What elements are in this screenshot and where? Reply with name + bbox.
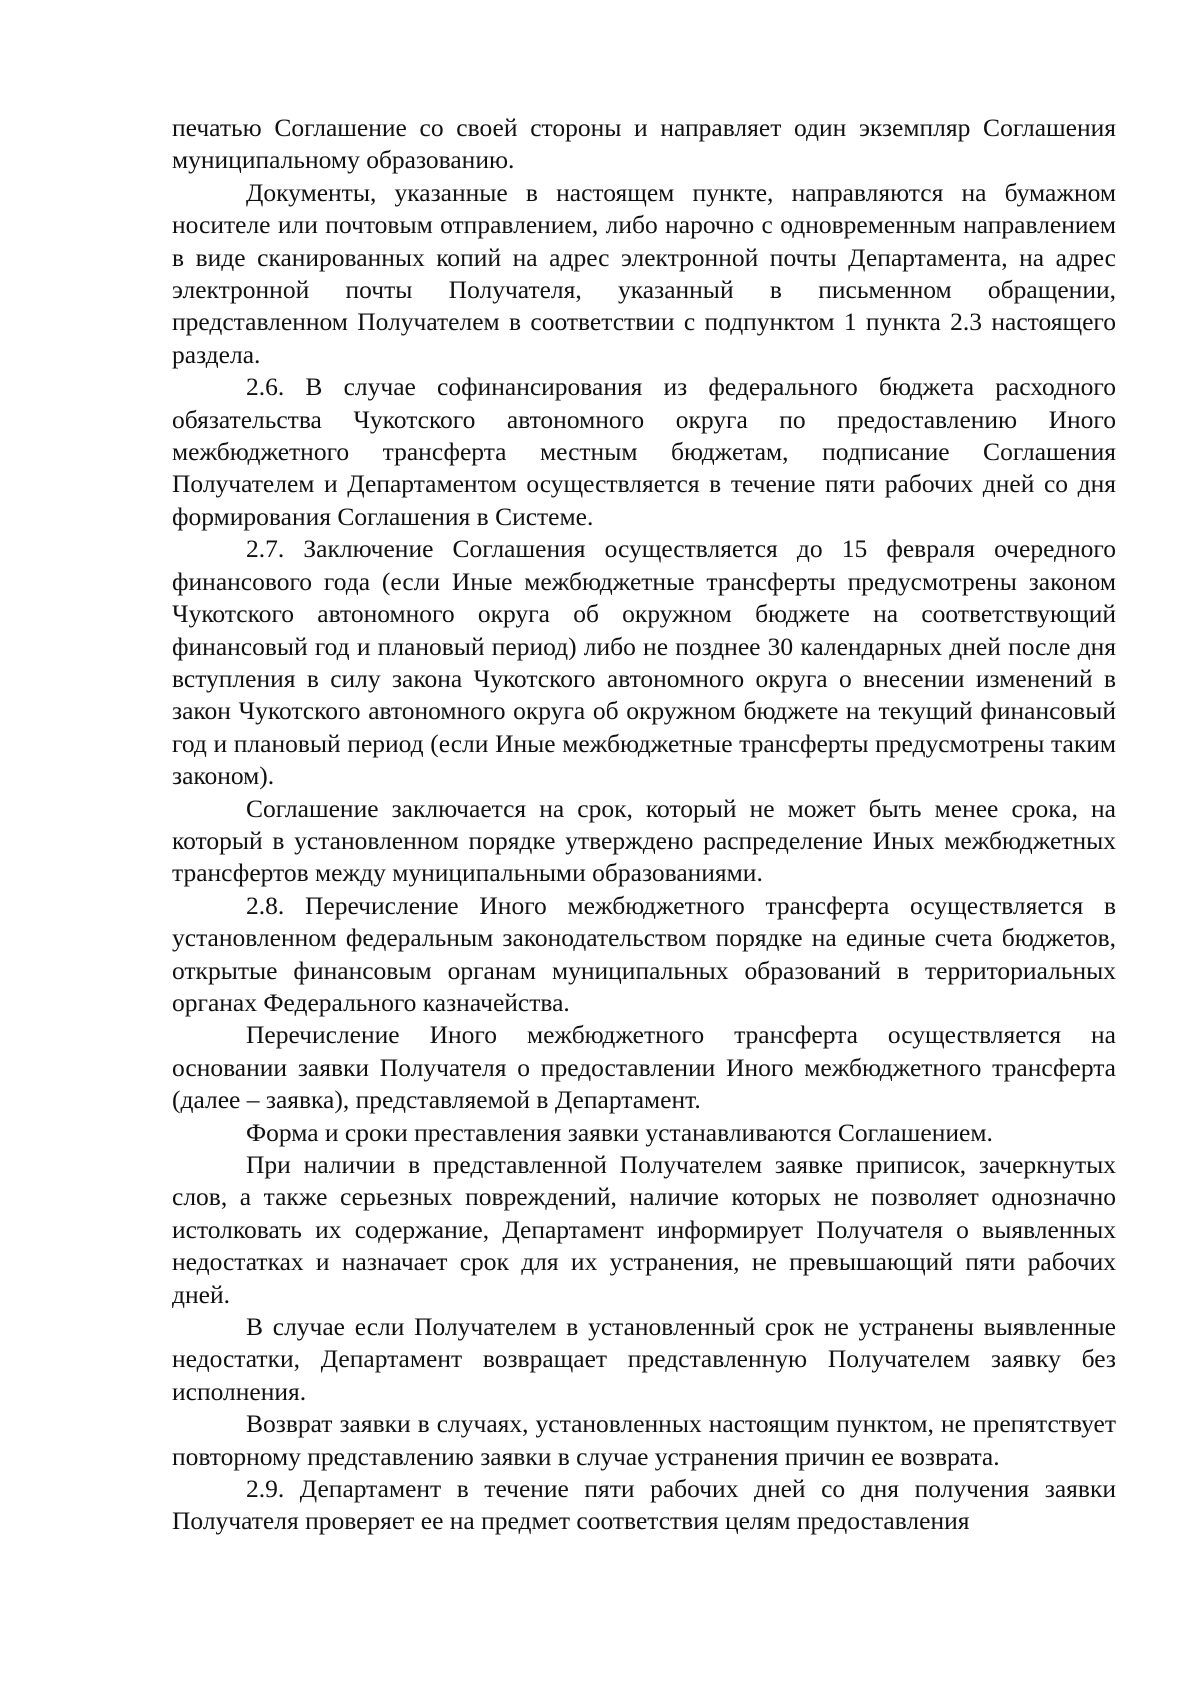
paragraph-request-form: Форма и сроки преставления заявки устанавливаются Соглашением.	[246, 1117, 993, 1147]
paragraph-continuation: печатью Соглашение со своей стороны и направляет один экземпляр Соглашения муниципальному образованию.	[172, 113, 1116, 175]
paragraph-transfer-request: Перечисление Иного межбюджетного трансферта осуществляется на основании заявки Получателя о предоставлении Иного межбюджетного трансферта (далее – заявка), представляемой в Департамент.	[172, 1020, 1116, 1115]
paragraph-2-9: 2.9. Департамент в течение пяти рабочих дней со дня получения заявки Получателя проверяет ее на предмет соответствия целям предоставления	[172, 1474, 1116, 1536]
paragraph-request-defects: При наличии в представленной Получателем заявке приписок, зачеркнутых слов, а также серьезных повреждений, наличие которых не позволяет однозначно истолковать их содержание, Департамент информирует Получателя о выявленных недостатках и назначает срок для их устранения, не превышающий пяти рабочих дней.	[172, 1150, 1116, 1309]
paragraph-2-8: 2.8. Перечисление Иного межбюджетного трансферта осуществляется в установленном федеральным законодательством порядке на единые счета бюджетов, открытые финансовым органам муниципальных образований в территориальных органах Федерального казначейства.	[172, 890, 1116, 1017]
document-body	[172, 112, 1116, 1538]
paragraph-documents-delivery: Документы, указанные в настоящем пункте, направляются на бумажном носителе или почтовым отправлением, либо нарочно с одновременным направлением в виде сканированных копий на адрес электронной почты Департамента, на адрес электронной почты Получателя, указанный в письменном обращении, представленном Получателем в соответствии с подпунктом 1 пункта 2.3 настоящего раздела.	[172, 177, 1116, 369]
paragraph-request-return: В случае если Получателем в установленный срок не устранены выявленные недостатки, Департамент возвращает представленную Получателем заявку без исполнения.	[172, 1312, 1116, 1406]
paragraph-2-6: 2.6. В случае софинансирования из федерального бюджета расходного обязательства Чукотского автономного округа по предоставлению Иного межбюджетного трансферта местным бюджетам, подписание Соглашения Получателем и Департаментом осуществляется в течение пяти рабочих дней со дня формирования Соглашения в Системе.	[172, 372, 1116, 531]
paragraph-agreement-term: Соглашение заключается на срок, который не может быть менее срока, на который в установленном порядке утверждено распределение Иных межбюджетных трансфертов между муниципальными образованиями.	[172, 793, 1116, 888]
paragraph-resubmission: Возврат заявки в случаях, установленных настоящим пунктом, не препятствует повторному представлению заявки в случае устранения причин ее возврата.	[172, 1409, 1116, 1471]
paragraph-2-7: 2.7. Заключение Соглашения осуществляется до 15 февраля очередного финансового года (если Иные межбюджетные трансферты предусмотрены законом Чукотского автономного округа об окружном бюджете на соответствующий финансовый год и плановый период) либо не позднее 30 календарных дней после дня вступления в силу закона Чукотского автономного округа о внесении изменений в закон Чукотского автономного округа об окружном бюджете на текущий финансовый год и плановый период (если Иные межбюджетные трансферты предусмотрены таким законом).	[172, 534, 1116, 791]
